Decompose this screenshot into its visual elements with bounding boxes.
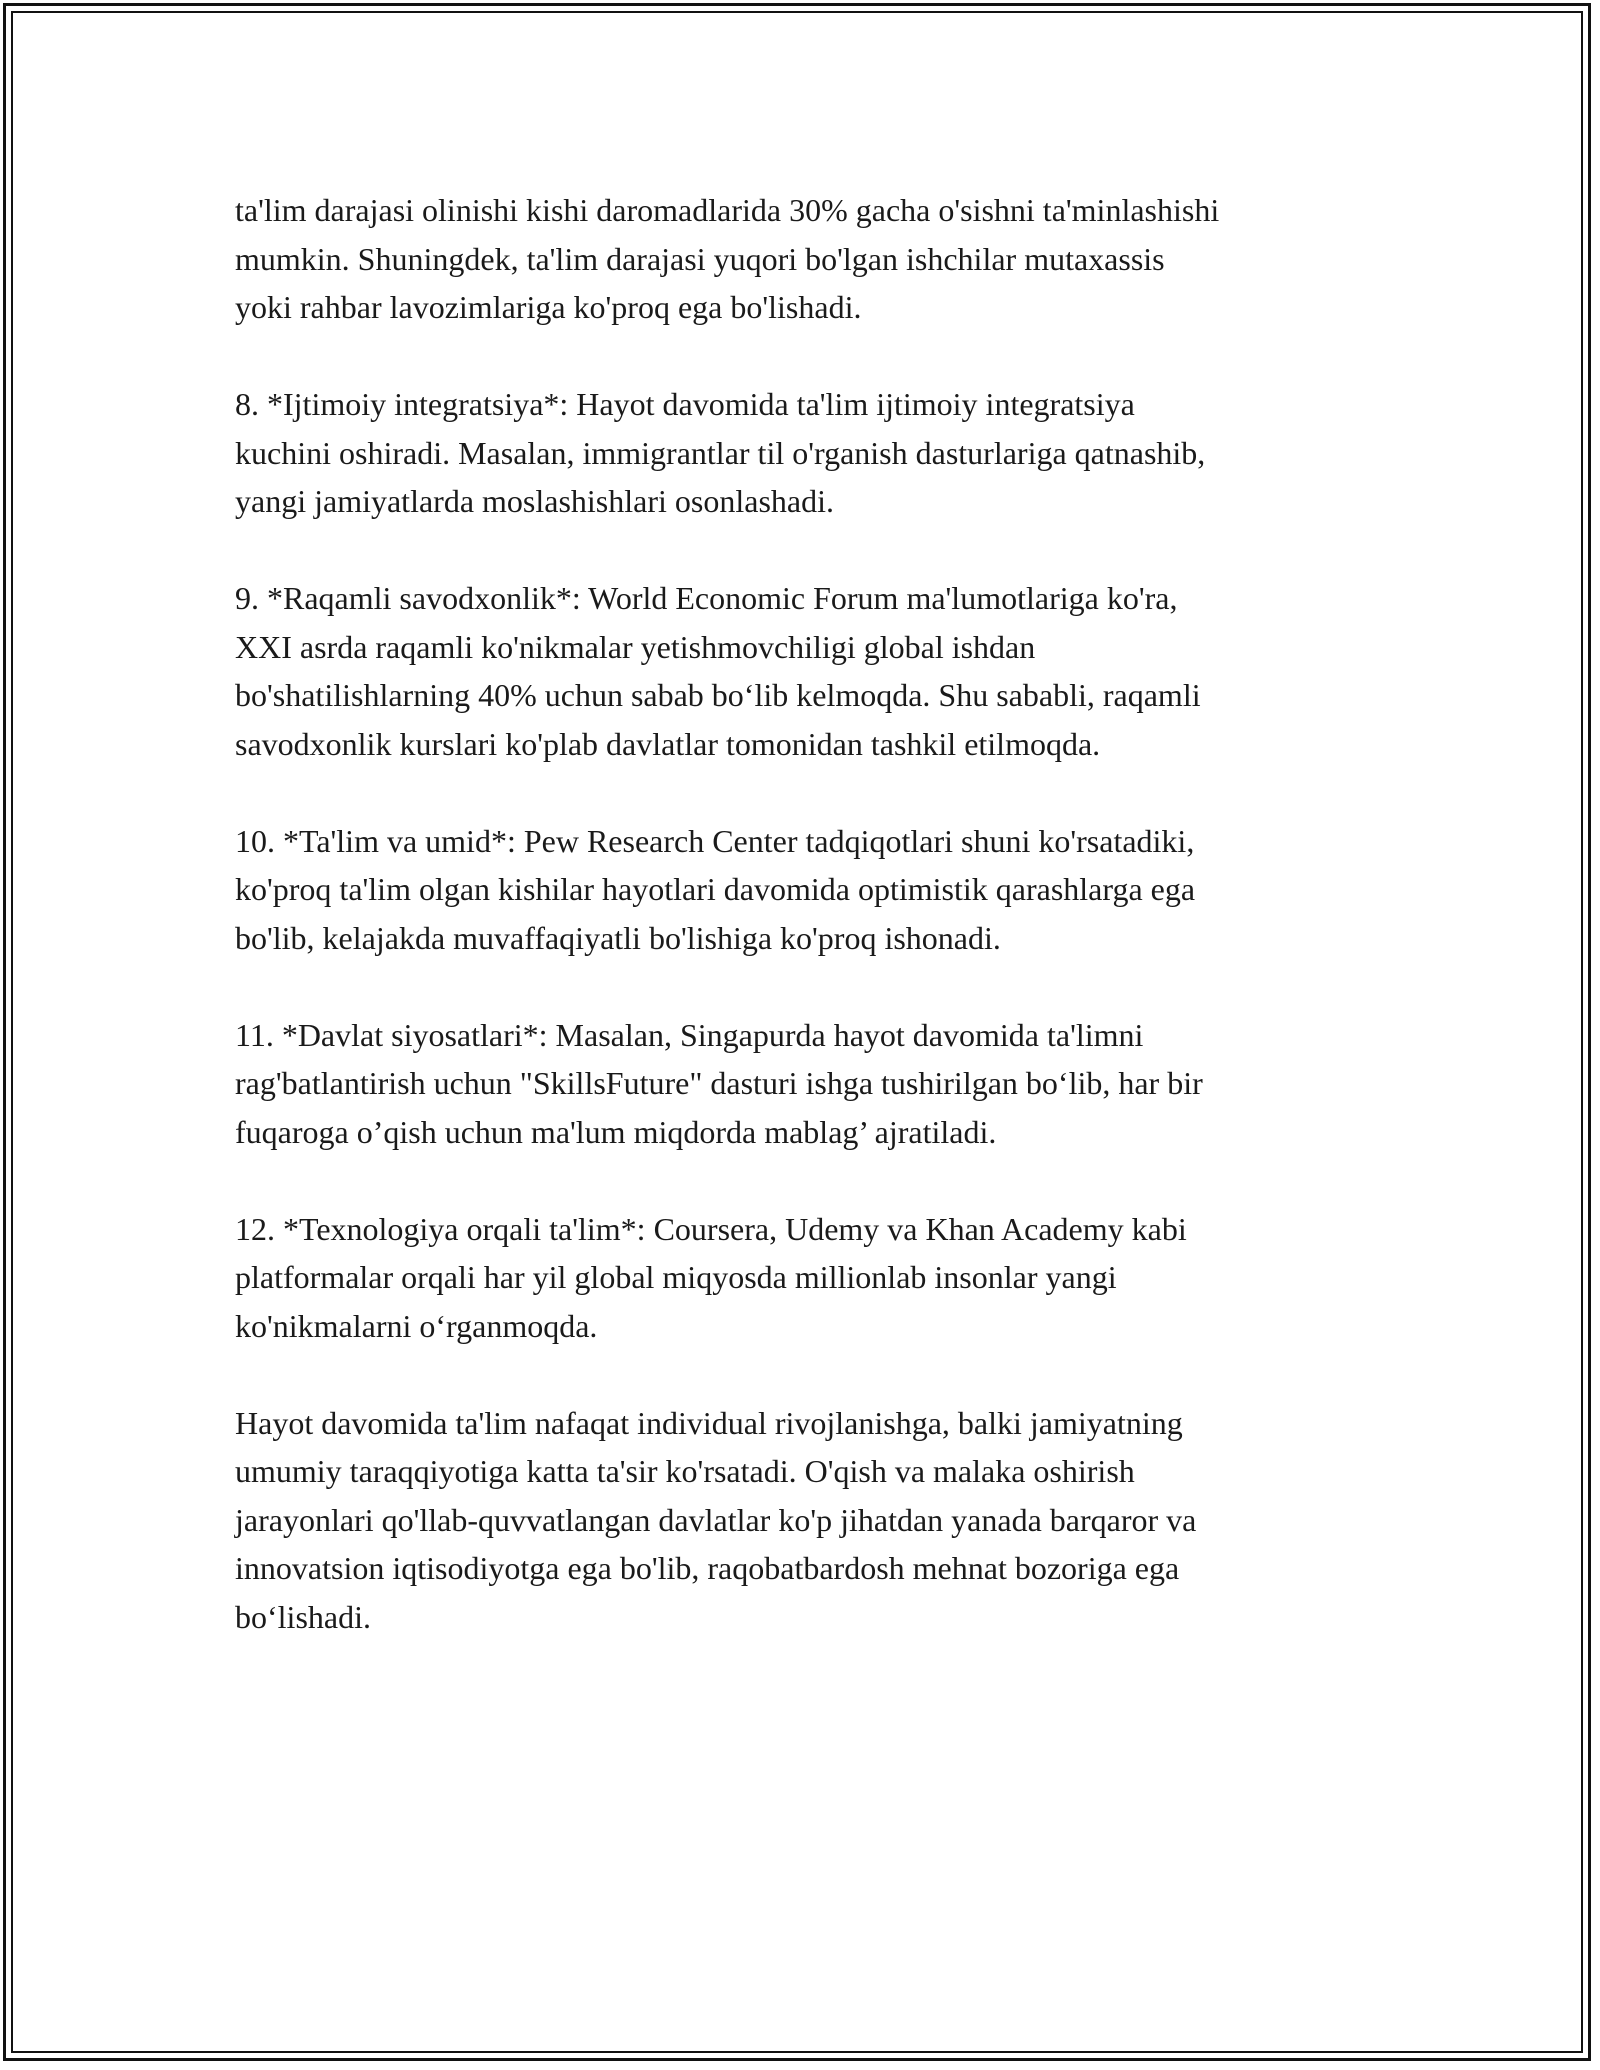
- paragraph-state-policies: 11. *Davlat siyosatlari*: Masalan, Singapurda hayot davomida ta'limni rag'batlantirish uchun "SkillsFuture" dasturi ishga tushirilgan bo‘lib, har bir fuqaroga o’qish uchun ma'lum miqdorda mablag’ ajratiladi.: [235, 1016, 1203, 1150]
- document-body: [235, 186, 1385, 1690]
- paragraph-income-continuation: ta'lim darajasi olinishi kishi daromadlarida 30% gacha o'sishni ta'minlashishi mumkin. Shuningdek, ta'lim darajasi yuqori bo'lgan ishchilar mutaxassis yoki rahbar lavozimlariga ko'proq ega bo'lishadi.: [235, 192, 1220, 325]
- paragraph-social-integration: 8. *Ijtimoiy integratsiya*: Hayot davomida ta'lim ijtimoiy integratsiya kuchini oshiradi. Masalan, immigrantlar til o'rganish dasturlariga qatnashib, yangi jamiyatlarda moslashishlari osonlashadi.: [235, 386, 1206, 519]
- paragraph-digital-literacy: 9. *Raqamli savodxonlik*: World Economic Forum ma'lumotlariga ko'ra, XXI asrda raqamli ko'nikmalar yetishmovchiligi global ishdan bo'shatilishlarning 40% uchun sabab bo‘lib kelmoqda. Shu sababli, raqamli savodxonlik kurslari ko'plab davlatlar tomonidan tashkil etilmoqda.: [235, 580, 1201, 762]
- paragraph-conclusion: Hayot davomida ta'lim nafaqat individual rivojlanishga, balki jamiyatning umumiy taraqqiyotiga katta ta'sir ko'rsatadi. O'qish va malaka oshirish jarayonlari qo'llab-quvvatlangan davlatlar ko'p jihatdan yanada barqaror va innovatsion iqtisodiyotga ega bo'lib, raqobatbardosh mehnat bozoriga ega bo‘lishadi.: [235, 1404, 1197, 1635]
- paragraph-education-and-hope: 10. *Ta'lim va umid*: Pew Research Center tadqiqotlari shuni ko'rsatadiki, ko'proq ta'lim olgan kishilar hayotlari davomida optimistik qarashlarga ega bo'lib, kelajakda muvaffaqiyatli bo'lishiga ko'proq ishonadi.: [235, 822, 1196, 956]
- paragraph-technology-learning: 12. *Texnologiya orqali ta'lim*: Coursera, Udemy va Khan Academy kabi platformalar orqali har yil global miqyosda millionlab insonlar yangi ko'nikmalarni o‘rganmoqda.: [235, 1210, 1187, 1344]
